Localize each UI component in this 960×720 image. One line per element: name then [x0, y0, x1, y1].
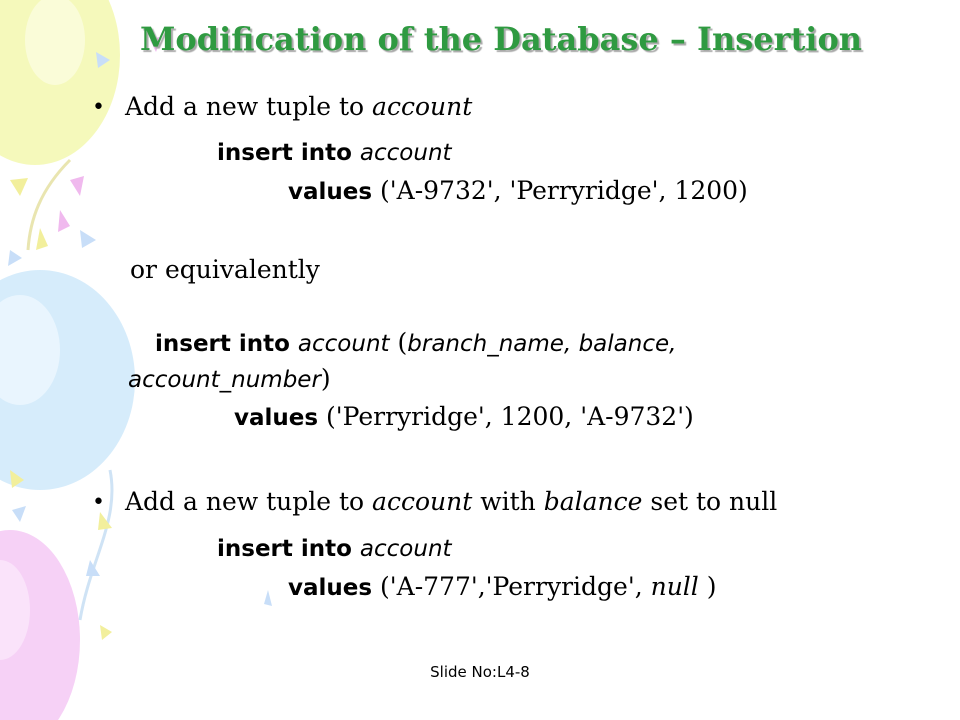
stmt-2-line-3 — [234, 402, 694, 431]
bullet-dot-icon: • — [92, 95, 105, 120]
stmt-3-null: null — [650, 572, 699, 601]
stmt-1-table: account — [359, 140, 452, 166]
stmt-3-insert-keyword: insert into — [217, 536, 352, 562]
stmt-1-line-1 — [217, 137, 452, 166]
stmt-2-args: ('Perryridge', 1200, 'A-9732') — [326, 402, 694, 431]
bullet-2-suffix: set to null — [642, 487, 778, 516]
stmt-3-values-keyword: values — [288, 575, 373, 601]
stmt-2-line-1 — [155, 328, 676, 357]
bullet-1-table: account — [372, 92, 473, 121]
bullet-2-prefix: Add a new tuple to — [125, 487, 373, 516]
stmt-3-args: ('A-777','Perryridge', — [380, 572, 651, 601]
stmt-3-line-2 — [288, 572, 717, 601]
bullet-2-mid: with — [472, 487, 544, 516]
slide-number-footer: Slide No:L4-8 — [430, 663, 530, 681]
stmt-3-close-paren: ) — [698, 572, 717, 601]
stmt-1-args: ('A-9732', 'Perryridge', 1200) — [380, 176, 748, 205]
stmt-3-table: account — [359, 536, 452, 562]
bullet-2-text — [125, 487, 777, 516]
bullet-1-text — [125, 92, 472, 121]
stmt-2-table: account — [297, 331, 390, 357]
stmt-3-line-1 — [217, 533, 452, 562]
bullet-2-table: account — [372, 487, 473, 516]
bullet-1-prefix: Add a new tuple to — [125, 92, 373, 121]
stmt-2-values-keyword: values — [234, 405, 319, 431]
stmt-2-columns: branch_name, balance, — [407, 331, 677, 357]
bullet-2-attr: balance — [543, 487, 643, 516]
slide-title: Modification of the Database – Insertion — [140, 20, 863, 58]
or-equivalently-text: or equivalently — [130, 255, 320, 284]
stmt-2-last-column: account_number — [128, 367, 321, 393]
bullet-dot-icon: • — [92, 490, 105, 515]
stmt-1-insert-keyword: insert into — [217, 140, 352, 166]
stmt-1-line-2 — [288, 176, 748, 205]
stmt-2-open-paren: ( — [397, 328, 408, 357]
stmt-2-close-paren: ) — [320, 364, 331, 393]
stmt-2-line-2 — [128, 364, 331, 393]
stmt-1-values-keyword: values — [288, 179, 373, 205]
stmt-2-insert-keyword: insert into — [155, 331, 290, 357]
